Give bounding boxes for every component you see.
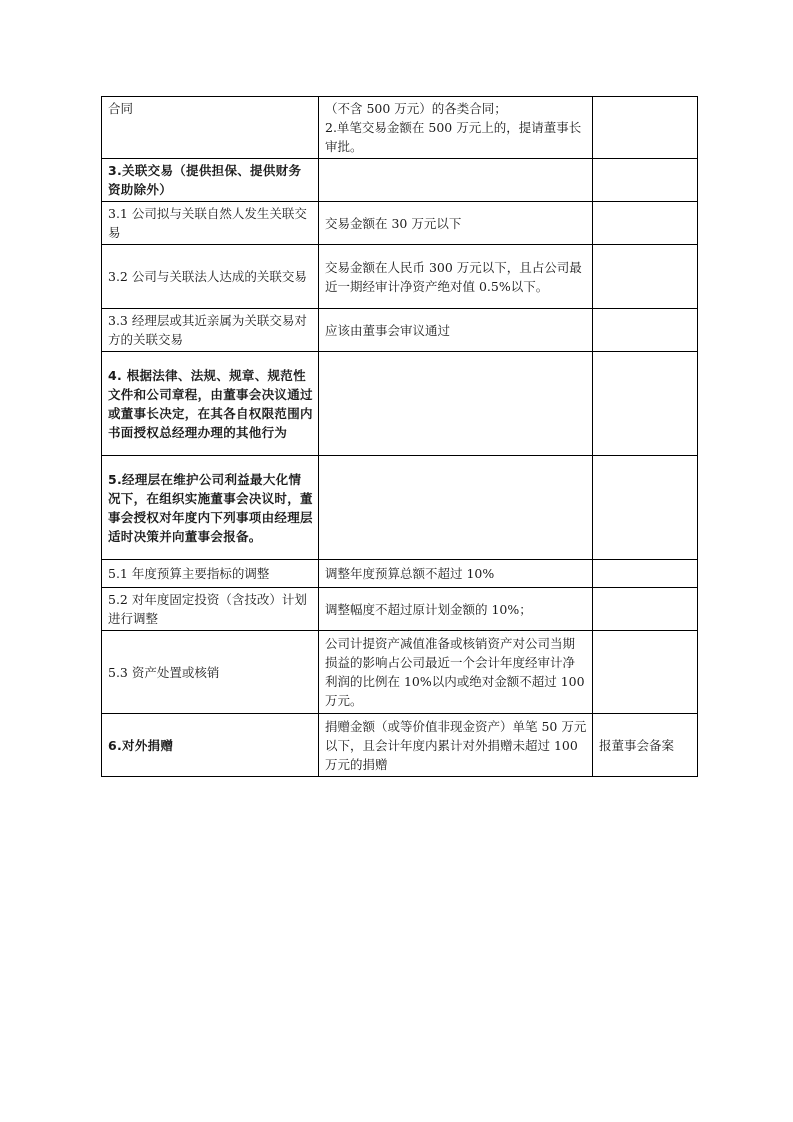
criteria-cell	[319, 714, 593, 777]
item-cell	[102, 352, 319, 456]
remark-cell	[593, 159, 698, 202]
criteria-text: 交易金额在人民币 300 万元以下，且占公司最近一期经审计净资产绝对值 0.5%以下。	[325, 259, 582, 294]
table-row	[102, 159, 698, 202]
criteria-cell	[319, 202, 593, 245]
remark-cell	[593, 202, 698, 245]
remark-cell	[593, 352, 698, 456]
item-cell	[102, 456, 319, 560]
criteria-text: （不含 500 万元）的各类合同；	[325, 101, 507, 116]
criteria-text: 应该由董事会审议通过	[325, 322, 451, 338]
table-row	[102, 245, 698, 309]
criteria-cell	[319, 159, 593, 202]
table-row	[102, 631, 698, 714]
remark-cell	[593, 560, 698, 588]
criteria-cell	[319, 97, 593, 159]
table-row	[102, 456, 698, 560]
table-row	[102, 97, 698, 159]
criteria-cell	[319, 588, 593, 631]
item-cell	[102, 560, 319, 588]
item-text: 5.3 资产处置或核销	[108, 664, 220, 680]
remark-cell	[593, 714, 698, 777]
criteria-text: 调整年度预算总额不超过 10%	[325, 566, 495, 581]
remark-cell	[593, 245, 698, 309]
item-text: 5.2 对年度固定投资（含技改）计划进行调整	[108, 592, 307, 626]
table-row	[102, 202, 698, 245]
item-text: 3.关联交易（提供担保、提供财务资助除外）	[108, 163, 302, 197]
table-row	[102, 309, 698, 352]
criteria-cell	[319, 560, 593, 588]
item-cell	[102, 631, 319, 714]
item-text: 5.1 年度预算主要指标的调整	[108, 566, 270, 581]
item-cell	[102, 588, 319, 631]
item-cell	[102, 309, 319, 352]
criteria-cell	[319, 245, 593, 309]
authorization-table	[101, 96, 698, 777]
criteria-text: 调整幅度不超过原计划金额的 10%；	[325, 601, 532, 617]
criteria-cell	[319, 352, 593, 456]
item-cell	[102, 714, 319, 777]
table-row	[102, 352, 698, 456]
criteria-text: 交易金额在 30 万元以下	[325, 215, 462, 231]
item-text: 合同	[108, 101, 134, 116]
item-text: 4. 根据法律、法规、规章、规范性文件和公司章程，由董事会决议通过或董事长决定，在其各自权限范围内书面授权总经理办理的其他行为	[108, 367, 313, 440]
item-cell	[102, 245, 319, 309]
remark-text: 报董事会备案	[599, 737, 675, 753]
remark-cell	[593, 588, 698, 631]
table-body	[102, 97, 698, 777]
remark-cell	[593, 456, 698, 560]
criteria-cell	[319, 456, 593, 560]
item-text: 3.3 经理层或其近亲属为关联交易对方的关联交易	[108, 313, 307, 347]
item-cell	[102, 97, 319, 159]
criteria-cell	[319, 631, 593, 714]
item-text: 6.对外捐赠	[108, 737, 174, 753]
table-row	[102, 714, 698, 777]
table-row	[102, 560, 698, 588]
table-row	[102, 588, 698, 631]
criteria-text: 公司计提资产减值准备或核销资产对公司当期损益的影响占公司最近一个会计年度经审计净利润的比例在 10%以内或绝对金额不超过 100 万元。	[325, 636, 585, 708]
item-text: 3.1 公司拟与关联自然人发生关联交易	[108, 206, 307, 240]
criteria-text: 2.单笔交易金额在 500 万元上的，提请董事长审批。	[325, 120, 582, 154]
remark-cell	[593, 97, 698, 159]
item-text: 5.经理层在维护公司利益最大化情况下，在组织实施董事会决议时，董事会授权对年度内下列事项由经理层适时决策并向董事会报备。	[108, 471, 313, 544]
criteria-cell	[319, 309, 593, 352]
criteria-text: 捐赠金额（或等价值非现金资产）单笔 50 万元以下，且会计年度内累计对外捐赠未超过 100 万元的捐赠	[325, 718, 587, 772]
item-text: 3.2 公司与关联法人达成的关联交易	[108, 269, 307, 284]
remark-cell	[593, 309, 698, 352]
item-cell	[102, 202, 319, 245]
item-cell	[102, 159, 319, 202]
remark-cell	[593, 631, 698, 714]
